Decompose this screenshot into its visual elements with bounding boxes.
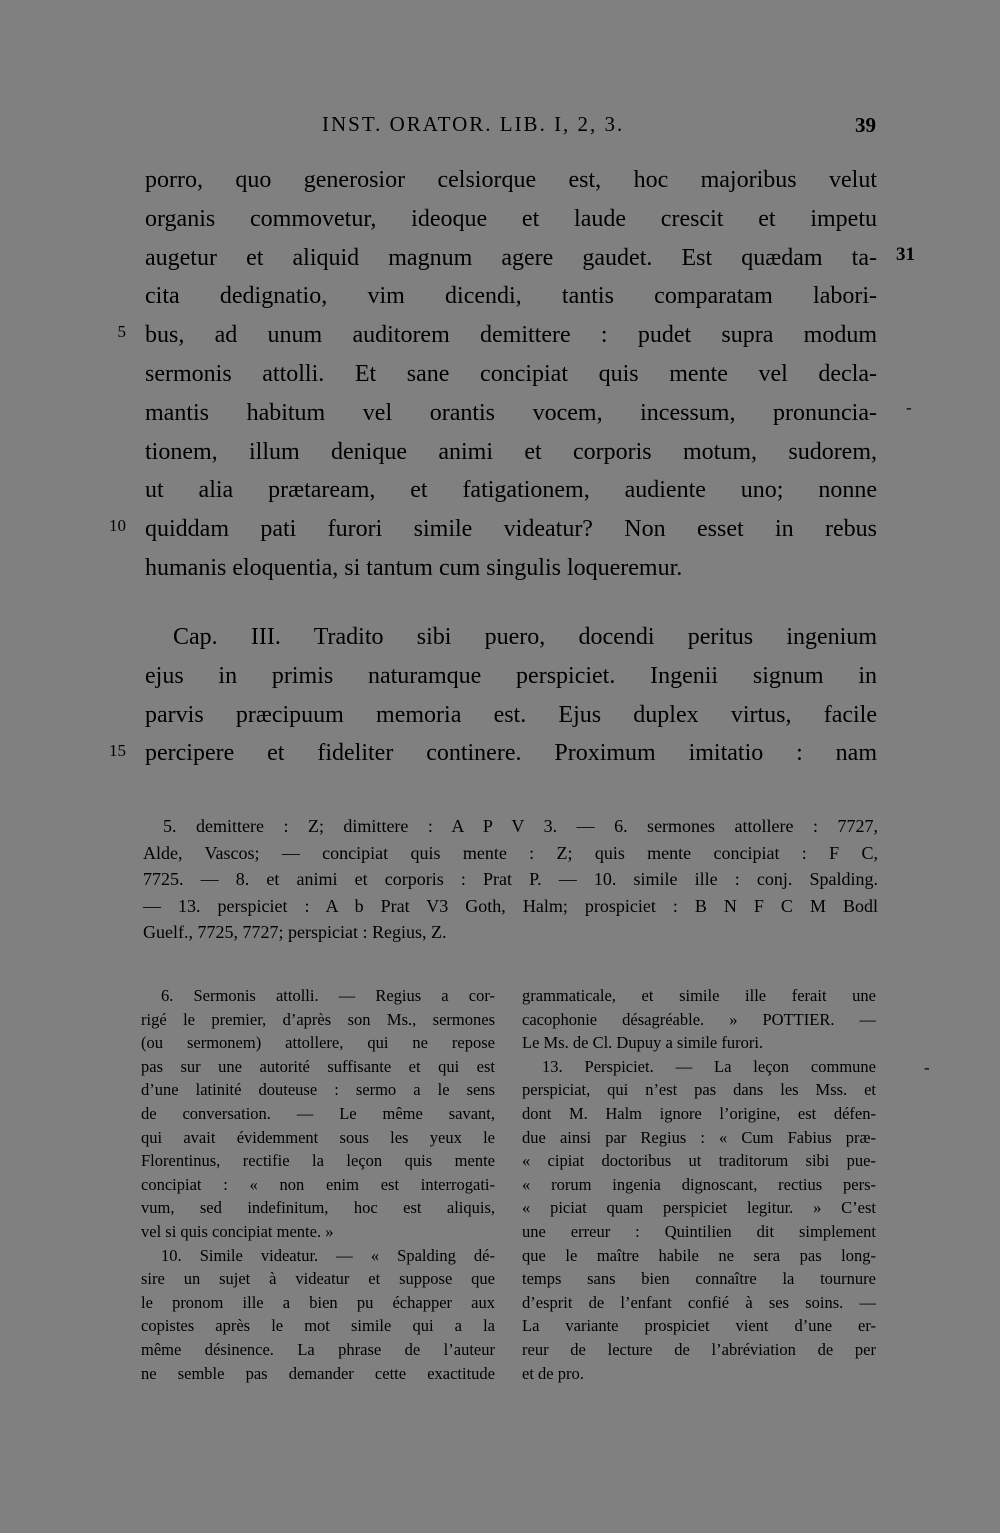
text-line: percipere et fideliter continere. Proximum imitatio : nam bbox=[145, 740, 877, 767]
margin-section-number: 31 bbox=[896, 244, 915, 265]
apparatus-line: Alde, Vascos; — concipiat quis mente : Z; quis mente concipiat : F C, bbox=[143, 842, 878, 863]
margin-mark: - bbox=[924, 1058, 930, 1077]
text-line: sermonis attolli. Et sane concipiat quis mente vel decla- bbox=[145, 360, 877, 387]
note-line: (ou sermonem) attollere, qui ne repose bbox=[141, 1033, 495, 1053]
apparatus-line: 7725. — 8. et animi et corporis : Prat P. — 10. simile ille : conj. Spalding. bbox=[143, 869, 878, 889]
note-line: 13. Perspiciet. — La leçon commune bbox=[542, 1056, 876, 1076]
note-line: dont M. Halm ignore l’origine, est défen- bbox=[522, 1103, 876, 1123]
apparatus-line: Guelf., 7725, 7727; perspiciat : Regius, Z. bbox=[143, 922, 447, 942]
note-line: copistes après le mot simile qui a la bbox=[141, 1316, 495, 1336]
text-line: tionem, illum denique animi et corporis motum, sudorem, bbox=[145, 438, 877, 465]
text-line: mantis habitum vel orantis vocem, incessum, pronuncia- bbox=[145, 399, 877, 426]
text-line: cita dedignatio, vim dicendi, tantis comparatam labori- bbox=[145, 283, 877, 310]
note-line: vum, sed indefinitum, hoc est aliquis, bbox=[141, 1198, 495, 1218]
apparatus-line: — 13. perspiciet : A b Prat V3 Goth, Halm; prospiciet : B N F C M Bodl bbox=[143, 895, 878, 916]
note-line: sire un sujet à videatur et suppose que bbox=[141, 1269, 495, 1289]
notes-right-column bbox=[522, 984, 876, 1385]
line-number-5: 5 bbox=[117, 322, 126, 341]
note-line: vel si quis concipiat mente. » bbox=[141, 1221, 334, 1241]
note-line: le pronom ille a bien pu échapper aux bbox=[141, 1292, 495, 1312]
note-line: « rorum ingenia dignoscant, rectius pers- bbox=[522, 1174, 876, 1194]
chapter-heading-line: Cap. III. Tradito sibi puero, docendi peritus ingenium bbox=[173, 624, 877, 650]
critical-apparatus bbox=[143, 813, 878, 946]
text-line: augetur et aliquid magnum agere gaudet. Est quædam ta- bbox=[145, 244, 877, 271]
note-line: et de pro. bbox=[522, 1363, 584, 1383]
page-number: 39 bbox=[855, 113, 876, 137]
note-line: due ainsi par Regius : « Cum Fabius præ- bbox=[522, 1127, 876, 1147]
note-line: rigé le premier, d’après son Ms., sermones bbox=[141, 1009, 495, 1029]
note-line: d’esprit de l’enfant confié à ses soins. — bbox=[522, 1292, 876, 1312]
note-line: perspiciat, qui n’est pas dans les Mss. et bbox=[522, 1080, 876, 1100]
note-line: pas sur une autorité suffisante et qui est bbox=[141, 1056, 495, 1076]
note-line: une erreur : Quintilien dit simplement bbox=[522, 1221, 876, 1241]
note-line: concipiat : « non enim est interrogati- bbox=[141, 1174, 495, 1194]
note-line: d’une latinité douteuse : sermo a le sens bbox=[141, 1080, 495, 1100]
note-line: Florentinus, rectifie la leçon quis mente bbox=[141, 1151, 495, 1171]
text-line: humanis eloquentia, si tantum cum singulis loqueremur. bbox=[145, 554, 683, 581]
text-line: ejus in primis naturamque perspiciet. Ingenii signum in bbox=[145, 662, 877, 689]
note-line: temps sans bien connaître la tournure bbox=[522, 1269, 876, 1289]
note-line: que le maître habile ne sera pas long- bbox=[522, 1245, 876, 1265]
text-line: porro, quo generosior celsiorque est, hoc majoribus velut bbox=[145, 167, 877, 193]
line-number-10: 10 bbox=[109, 516, 126, 535]
note-line: Le Ms. de Cl. Dupuy a simile furori. bbox=[522, 1033, 764, 1053]
note-line: « cipiat doctoribus ut traditorum sibi pue- bbox=[522, 1151, 876, 1171]
note-line: même désinence. La phrase de l’auteur bbox=[141, 1339, 495, 1359]
note-line: « piciat quam perspiciet legitur. » C’est bbox=[522, 1198, 876, 1218]
apparatus-line: 5. demittere : Z; dimittere : A P V 3. — 6. sermones attollere : 7727, bbox=[163, 816, 878, 836]
note-line: La variante prospiciet vient d’une er- bbox=[522, 1316, 876, 1336]
note-line: qui avait évidemment sous les yeux le bbox=[141, 1127, 495, 1147]
running-title: INST. ORATOR. LIB. I, 2, 3. bbox=[322, 112, 625, 136]
note-line: grammaticale, et simile ille ferait une bbox=[522, 986, 876, 1005]
notes-left-column bbox=[141, 984, 495, 1385]
text-line: organis commovetur, ideoque et laude crescit et impetu bbox=[145, 205, 877, 232]
main-text-paragraph-1 bbox=[145, 161, 877, 588]
main-text-paragraph-2 bbox=[145, 618, 877, 773]
margin-mark: - bbox=[906, 398, 912, 417]
text-line: bus, ad unum auditorem demittere : pudet supra modum bbox=[145, 322, 877, 349]
note-line: cacophonie désagréable. » POTTIER. — bbox=[522, 1009, 876, 1029]
line-number-15: 15 bbox=[109, 741, 126, 760]
text-line: quiddam pati furori simile videatur? Non esset in rebus bbox=[145, 516, 877, 543]
note-line: 6. Sermonis attolli. — Regius a cor- bbox=[161, 986, 495, 1005]
note-line: de conversation. — Le même savant, bbox=[141, 1103, 495, 1123]
text-line: ut alia prætaream, et fatigationem, audiente uno; nonne bbox=[145, 477, 877, 504]
note-line: ne semble pas demander cette exactitude bbox=[141, 1363, 495, 1383]
note-line: 10. Simile videatur. — « Spalding dé- bbox=[161, 1245, 495, 1265]
note-line: reur de lecture de l’abréviation de per bbox=[522, 1339, 876, 1359]
text-line: parvis præcipuum memoria est. Ejus duplex virtus, facile bbox=[145, 701, 877, 728]
